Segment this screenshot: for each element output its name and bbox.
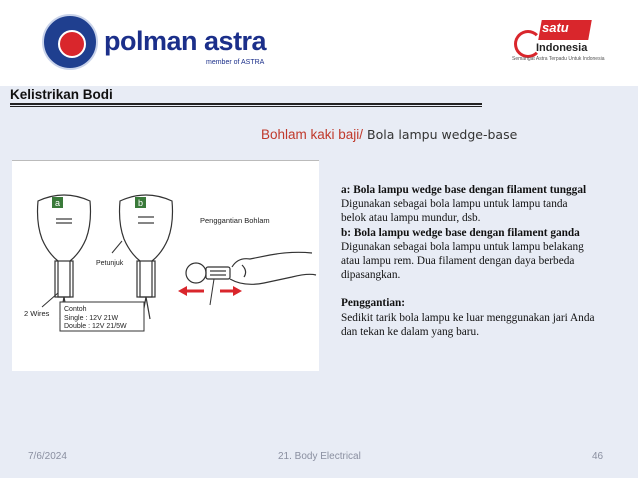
- title-rule-thin: [10, 106, 482, 107]
- label-a: a: [54, 198, 61, 208]
- slide-subtitle: [261, 127, 517, 142]
- wires-label: 2 Wires: [24, 309, 50, 318]
- bulb-diagram: [12, 160, 319, 371]
- item-a-line1: Digunakan sebagai bola lampu untuk lampu tanda: [341, 198, 568, 211]
- item-b-line2: atau lampu rem. Dua filament dengan daya berbeda: [341, 255, 575, 268]
- replacement-heading: Penggantian:: [341, 297, 406, 310]
- contoh-single: Single : 12V 21W: [64, 315, 119, 322]
- satu-indonesia-logo: [510, 18, 605, 66]
- petunjuk-label: Petunjuk: [96, 260, 124, 267]
- contoh-title: Contoh: [64, 306, 87, 313]
- item-b-line3: dipasangkan.: [341, 269, 401, 282]
- replacement-title: Penggantian Bohlam: [200, 216, 270, 225]
- direction-pointer: [210, 279, 214, 305]
- satu-tagline: Semangat Astra Terpadu Untuk Indonesia: [512, 56, 605, 62]
- pull-arrowhead-left: [178, 286, 187, 296]
- wires-pointer: [42, 293, 58, 307]
- label-b: b: [137, 198, 144, 208]
- socket-icon: [186, 263, 230, 283]
- subtitle-indonesian: Bohlam kaki baji/: [261, 127, 364, 142]
- subtitle-english: Bola lampu wedge-base: [363, 127, 518, 142]
- brand-subtitle: member of ASTRA: [206, 59, 265, 66]
- header: [0, 0, 638, 86]
- push-arrowhead-right: [233, 286, 242, 296]
- footer-title: 21. Body Electrical: [278, 451, 361, 462]
- footer-page-number: 46: [592, 451, 604, 462]
- indonesia-word: Indonesia: [536, 42, 588, 54]
- item-b-heading: b: Bola lampu wedge base dengan filament ganda: [341, 226, 580, 239]
- hand-icon: [230, 252, 316, 284]
- bulb-diagram-svg: [12, 161, 319, 371]
- footer-date: 7/6/2024: [28, 451, 67, 462]
- polman-astra-logo: [40, 12, 270, 76]
- brand-name: [104, 26, 266, 57]
- polman-seal-icon: [42, 14, 98, 70]
- brand-word-polman: polman: [104, 26, 198, 56]
- contoh-double: Double : 12V 21/5W: [64, 323, 127, 330]
- brand-word-astra: astra: [204, 26, 267, 56]
- replacement-line1: Sedikit tarik bola lampu ke luar menggunakan jari Anda: [341, 311, 595, 324]
- item-a-heading: a: Bola lampu wedge base dengan filament tunggal: [341, 184, 587, 196]
- item-b-line1: Digunakan sebagai bola lampu untuk lampu belakang: [341, 240, 584, 253]
- satu-word: satu: [542, 20, 569, 35]
- title-rule: [10, 103, 482, 105]
- replacement-line2: dan tekan ke dalam yang baru.: [341, 325, 480, 338]
- item-a-line2: belok atau lampu mundur, dsb.: [341, 212, 481, 225]
- petunjuk-pointer: [112, 241, 122, 253]
- bulb-a-icon: [38, 195, 91, 319]
- section-title: Kelistrikan Bodi: [10, 87, 113, 102]
- bulb-b-icon: [120, 195, 173, 319]
- description-text: [341, 183, 631, 339]
